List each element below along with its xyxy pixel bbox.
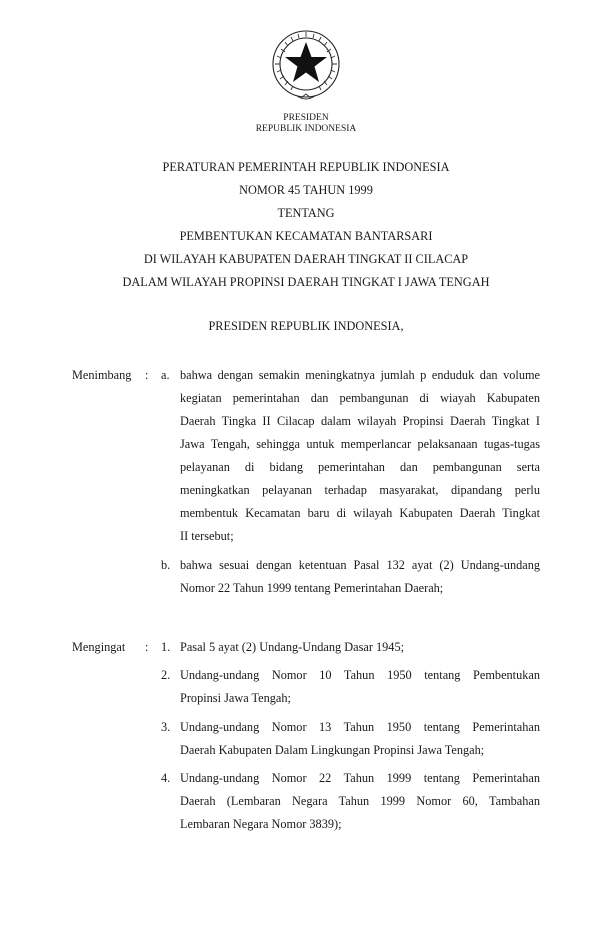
item-line: pelayanan di bidang pemerintahan dan pembangunan serta [180, 460, 540, 474]
item-line: Jawa Tengah, sehingga untuk memperlancar pelaksanaan tugas-tugas [180, 437, 540, 451]
presidential-emblem-icon [267, 26, 345, 106]
item-line: bahwa sesuai dengan ketentuan Pasal 132 ayat (2) Undang-undang [180, 558, 540, 572]
issuer-line: PRESIDEN REPUBLIK INDONESIA, [208, 319, 404, 333]
item-line: kegiatan pemerintahan dan pembangunan di wiayah Kabupaten [180, 391, 540, 405]
item-line: Undang-undang Nomor 22 Tahun 1999 tentang Pemerintahan [180, 771, 540, 785]
item-line: II tersebut; [180, 529, 234, 543]
item-line: Daerah Kabupaten Dalam Lingkungan Propinsi Jawa Tengah; [180, 743, 485, 757]
item-line: Lembaran Negara Nomor 3839); [180, 817, 342, 831]
item-line: Undang-undang Nomor 13 Tahun 1950 tentang Pemerintahan [180, 720, 540, 734]
section-label: Menimbang [72, 368, 132, 382]
item-line: Undang-undang Nomor 10 Tahun 1950 tentang Pembentukan [180, 668, 540, 682]
section-colon: : [145, 640, 149, 654]
section-label: Mengingat [72, 640, 126, 654]
item-line: Daerah Tingka II Cilacap dalam wilayah Propinsi Daerah Tingkat I [180, 414, 540, 428]
item-marker: 4. [161, 771, 171, 785]
header-republic: REPUBLIK INDONESIA [255, 124, 357, 134]
title-line: PERATURAN PEMERINTAH REPUBLIK INDONESIA [162, 160, 450, 174]
item-line: membentuk Kecamatan baru di wilayah Kabupaten Daerah Tingkat [180, 506, 540, 520]
item-marker: 3. [161, 720, 171, 734]
item-marker: b. [161, 558, 171, 572]
header-president: PRESIDEN [283, 113, 329, 123]
title-line: PEMBENTUKAN KECAMATAN BANTARSARI [179, 229, 433, 243]
item-line: Pasal 5 ayat (2) Undang-Undang Dasar 1945; [180, 640, 405, 654]
item-line: bahwa dengan semakin meningkatnya jumlah p enduduk dan volume [180, 368, 540, 382]
item-line: Daerah (Lembaran Negara Tahun 1999 Nomor 60, Tambahan [180, 794, 540, 808]
title-line: TENTANG [277, 206, 335, 220]
item-line: Propinsi Jawa Tengah; [180, 691, 291, 705]
item-line: meningkatkan pelayanan terhadap masyarakat, dipandang perlu [180, 483, 540, 497]
item-marker: 1. [161, 640, 171, 654]
title-line: DI WILAYAH KABUPATEN DAERAH TINGKAT II CILACAP [143, 252, 469, 266]
title-line: NOMOR 45 TAHUN 1999 [239, 183, 373, 197]
item-marker: 2. [161, 668, 171, 682]
section-colon: : [145, 368, 149, 382]
item-line: Nomor 22 Tahun 1999 tentang Pemerintahan Daerah; [180, 581, 444, 595]
item-marker: a. [161, 368, 170, 382]
title-line: DALAM WILAYAH PROPINSI DAERAH TINGKAT I JAWA TENGAH [122, 275, 490, 289]
